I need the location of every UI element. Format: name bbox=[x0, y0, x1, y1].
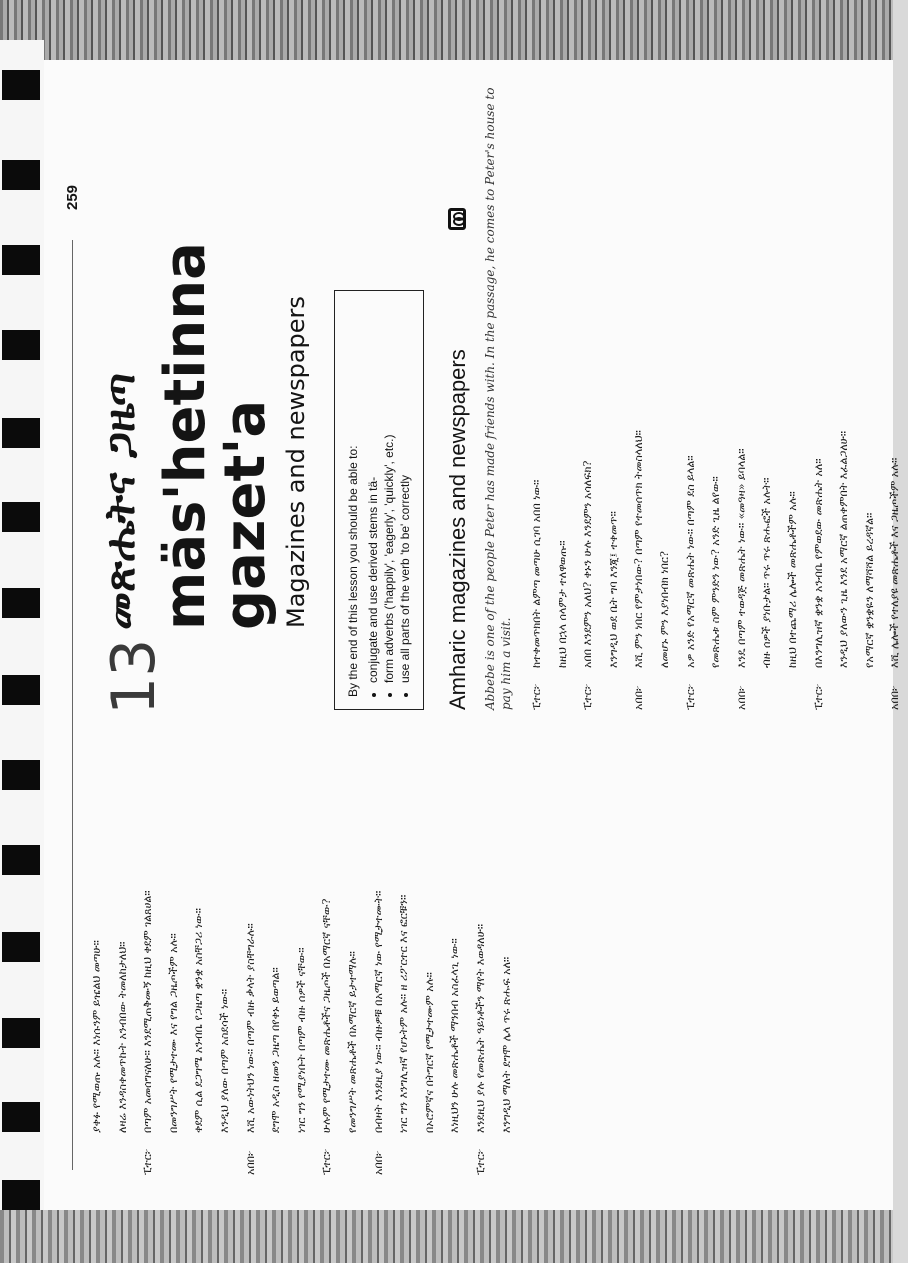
dialogue-text: አበበ እንደምን አለህ? ቀኑን ሁሉ እንደምን አሳለፍክ? bbox=[581, 460, 595, 668]
binding-ring bbox=[2, 70, 40, 100]
objective-item: • conjugate and use derived stems in tä- bbox=[365, 303, 381, 683]
binding-ring bbox=[2, 1180, 40, 1210]
chapter-title-amharic: መጽሔትና ጋዜጣ bbox=[95, 373, 144, 630]
section-heading: Amharic magazines and newspapers bbox=[445, 349, 470, 710]
dialogue-text: እንዲህ ያለው በጣም አስደሳች ነው። bbox=[217, 988, 231, 1133]
dialogue-text: ነገር ግን የሚያነቡት በጣም ብዙ ሰዎች ናቸው። bbox=[294, 947, 308, 1133]
objectives-list bbox=[365, 303, 413, 697]
dialogue-text: እሺ ምን ነበር የምታነበው? በጣም የተመሰጥክ ትመስላለህ። bbox=[632, 430, 646, 668]
speaker-label: ፒተር፦ bbox=[530, 683, 543, 710]
dialogue-text: ከዚህ በኋላ ሰላምታ ተለዋወጡ። bbox=[555, 540, 569, 668]
binding-ring bbox=[2, 160, 40, 190]
binding-ring bbox=[2, 760, 40, 790]
dialogue-text: ከዚህ በተጨማሪ ሌሎች መጽሔቶችም አሉ። bbox=[785, 491, 799, 668]
dialogue-text: ደግሞ አዲስ ዘመን ጋዜጣ በየቀኑ ይወጣል። bbox=[269, 967, 283, 1133]
dialogue-line bbox=[494, 735, 520, 1175]
dialogue-text: ሁሉም የሚታተሙ መጽሔቶችና ጋዜጦች በአማርኛ ናቸው? bbox=[320, 898, 334, 1133]
book-page bbox=[44, 60, 902, 1210]
speaker-label: አበበ፦ bbox=[632, 685, 646, 710]
dialogue-text: የመጽሔቱ ስም ምንድን ነው? አንድ ጊዜ ልየው። bbox=[709, 476, 723, 668]
dialogue-text: እሺ ሌሎች የተለያዩ መጽሔቶች እና ጋዜጦችም አሉ። bbox=[888, 457, 902, 668]
chapter-number: 13 bbox=[99, 638, 169, 715]
binding-ring bbox=[2, 1102, 40, 1132]
dialogue-text: በእንግሊዝኛ ቋንቋ አንብቤ የምወደው መጽሔት አለ። bbox=[811, 458, 825, 668]
section-intro: Abbebe is one of the people Peter has made friends with. In the passage, he comes to Peter's house to pay him a visit. bbox=[483, 87, 513, 710]
dialogue-text: በብዛት እንደዚያ ነው። ብዙዎቹ በአማርኛ ነው የሚታተሙት። bbox=[371, 890, 385, 1133]
chapter-title-english: Magazines and newspapers bbox=[282, 296, 310, 628]
dialogue-text: በመንግሥት የሚታተሙ እና የግል ጋዜጦችም አሉ። bbox=[166, 933, 180, 1133]
dialogue-line bbox=[678, 80, 704, 710]
binding-ring bbox=[2, 330, 40, 360]
dialogue-line bbox=[857, 80, 883, 710]
dialogue-text: እሺ አውነትህን ነው። በጣም ብዙ ቃላት ያስቸግራሉ። bbox=[243, 923, 257, 1133]
speaker-label: አበበ፦ bbox=[371, 1150, 385, 1175]
dialogue-text: ነገር ግን እንግሊዝኛ የሆኑትም አሉ። ዘ ሪፖርተር እና ፎርቹን። bbox=[397, 894, 411, 1133]
binding-ring bbox=[2, 845, 40, 875]
objectives-box bbox=[334, 290, 424, 710]
dialogue-line bbox=[550, 80, 576, 710]
scan-bottom-edge bbox=[0, 1210, 893, 1263]
dialogue-line bbox=[780, 80, 806, 710]
binding-ring bbox=[2, 245, 40, 275]
objectives-heading: By the end of this lesson you should be able to: bbox=[346, 445, 360, 697]
dialogue-line bbox=[754, 80, 780, 710]
binding-ring bbox=[2, 1018, 40, 1048]
speaker-label: ፒተር፦ bbox=[683, 683, 697, 710]
dialogue-line bbox=[652, 80, 678, 710]
header-rule bbox=[72, 240, 73, 1170]
speaker-label: አበበ፦ bbox=[243, 1150, 257, 1175]
dialogue-line bbox=[442, 735, 468, 1175]
speaker-label: ፒተር፦ bbox=[473, 1148, 487, 1175]
dialogue-line bbox=[263, 735, 289, 1175]
dialogue-text: በጣም አመሰግናለሁ። እንደሚጠቅሙኝ ከዚህ ቀደም ገልጸሀል። bbox=[141, 890, 155, 1133]
binding-ring bbox=[2, 588, 40, 618]
dialogue-text: አዎ አንድ የአማርኛ መጽሔት ነው። በጣም ደስ ይላል። bbox=[683, 455, 697, 668]
dialogue-line bbox=[468, 735, 494, 1175]
binding-ring bbox=[2, 502, 40, 532]
speaker-label: ፒተር፦ bbox=[811, 683, 825, 710]
dialogue-line bbox=[626, 80, 652, 710]
binding-ring bbox=[2, 932, 40, 962]
dialogue-line bbox=[524, 80, 550, 710]
dialogue-line bbox=[831, 80, 857, 710]
dialogue-text: በኦሮምኛና በትግርኛ የሚታተሙም አሉ። bbox=[422, 972, 436, 1133]
dialogue-text: ያቀፉ የሚወጡ አሉ። እነሱንም ይዤልህ መጣሁ። bbox=[90, 940, 103, 1133]
dialogue-text: እንግዲህ ወደ ቤት ግባ እንጂ፤ ተቀመጥ። bbox=[606, 511, 620, 668]
dialogue-text: እንዴ በጣም ተወዳጅ መጽሔት ነው። «መዓዛ» ይባላል። bbox=[734, 448, 748, 668]
rotated-page-content bbox=[44, 60, 902, 1210]
dialogue-line bbox=[882, 80, 908, 710]
dialogue-line bbox=[366, 735, 392, 1175]
objective-item: • form adverbs ('happily', 'eagerly', 'quickly', etc.) bbox=[381, 303, 397, 683]
speaker-label: አበበ፦ bbox=[888, 685, 902, 710]
dialogue-line bbox=[314, 735, 340, 1175]
spiral-binding bbox=[0, 40, 44, 1230]
speaker-label: ፒተር፦ bbox=[581, 683, 595, 710]
dialogue-line bbox=[601, 80, 627, 710]
dialogue-text: እንደዚህ ያሉ የመጽሔት ዓይነቶችን ማየት እወዳለሁ። bbox=[473, 923, 487, 1133]
speaker-label: ፒተር፦ bbox=[141, 1148, 155, 1175]
audio-cassette-icon bbox=[448, 208, 466, 230]
dialogue-line bbox=[186, 735, 212, 1175]
dialogue-text: የአማርኛ ቋንቋዬን ለማሻሻል ይረዳኛል። bbox=[862, 512, 876, 668]
dialogue-left-column bbox=[524, 80, 908, 710]
scan-top-edge bbox=[0, 0, 893, 62]
speaker-label: አበበ፦ bbox=[734, 685, 748, 710]
dialogue-line bbox=[238, 735, 264, 1175]
dialogue-text: ብዙ ሰዎች ያነቡታል። ጥሩ ጥሩ ጽሑፎች አሉት። bbox=[760, 477, 774, 668]
chapter-title-transliteration: mäs'hetinna bbox=[153, 242, 218, 630]
binding-ring bbox=[2, 675, 40, 705]
dialogue-line bbox=[212, 735, 238, 1175]
dialogue-text: ቀደም ሲል ደጋግሜ አንብቤ የጋዜጣ ቋንቋ አስቸጋሪ ነው። bbox=[192, 908, 206, 1133]
dialogue-line bbox=[703, 80, 729, 710]
dialogue-line bbox=[110, 735, 136, 1175]
speaker-label: ፒተር፦ bbox=[320, 1148, 334, 1175]
dialogue-text: እንዲህ ያለውን ጊዜ እንደ አማርኛ ልጠቀምበት እፈልጋለሁ። bbox=[837, 430, 851, 668]
dialogue-text: ለዛሬ እንዳስቀመጥኩት አንብበው ትመለከታለህ። bbox=[115, 941, 129, 1133]
dialogue-text: እነዚህን ሁሉ መጽሔቶች ማንበብ አስፈላጊ ነው። bbox=[448, 938, 462, 1133]
chapter-title-transliteration-2: gazet'a bbox=[213, 399, 278, 630]
dialogue-line bbox=[84, 735, 110, 1175]
objective-item: • use all parts of the verb 'to be' correctly bbox=[397, 303, 413, 683]
dialogue-line bbox=[575, 80, 601, 710]
dialogue-line bbox=[135, 735, 161, 1175]
dialogue-line bbox=[417, 735, 443, 1175]
dialogue-line bbox=[729, 80, 755, 710]
dialogue-line bbox=[391, 735, 417, 1175]
dialogue-text: እንግዲህ ማለት ደግሞ ሌላ ጥሩ ጽሑፍ አለ። bbox=[499, 956, 513, 1133]
dialogue-text: ለመሆኑ ምን እያነበብክ ነበር? bbox=[657, 551, 671, 668]
dialogue-text: የመንግሥት መጽሔቶች በአማርኛ ይታተማሉ። bbox=[345, 951, 359, 1133]
dialogue-text: ከተቀመጥክበት ልምጣ መጣሁ ሲገባ አበበ ነው። bbox=[530, 479, 543, 668]
dialogue-line bbox=[161, 735, 187, 1175]
dialogue-line bbox=[340, 735, 366, 1175]
dialogue-line bbox=[289, 735, 315, 1175]
dialogue-line bbox=[806, 80, 832, 710]
dialogue-right-column bbox=[84, 735, 519, 1175]
page-number: 259 bbox=[64, 184, 81, 210]
binding-ring bbox=[2, 418, 40, 448]
